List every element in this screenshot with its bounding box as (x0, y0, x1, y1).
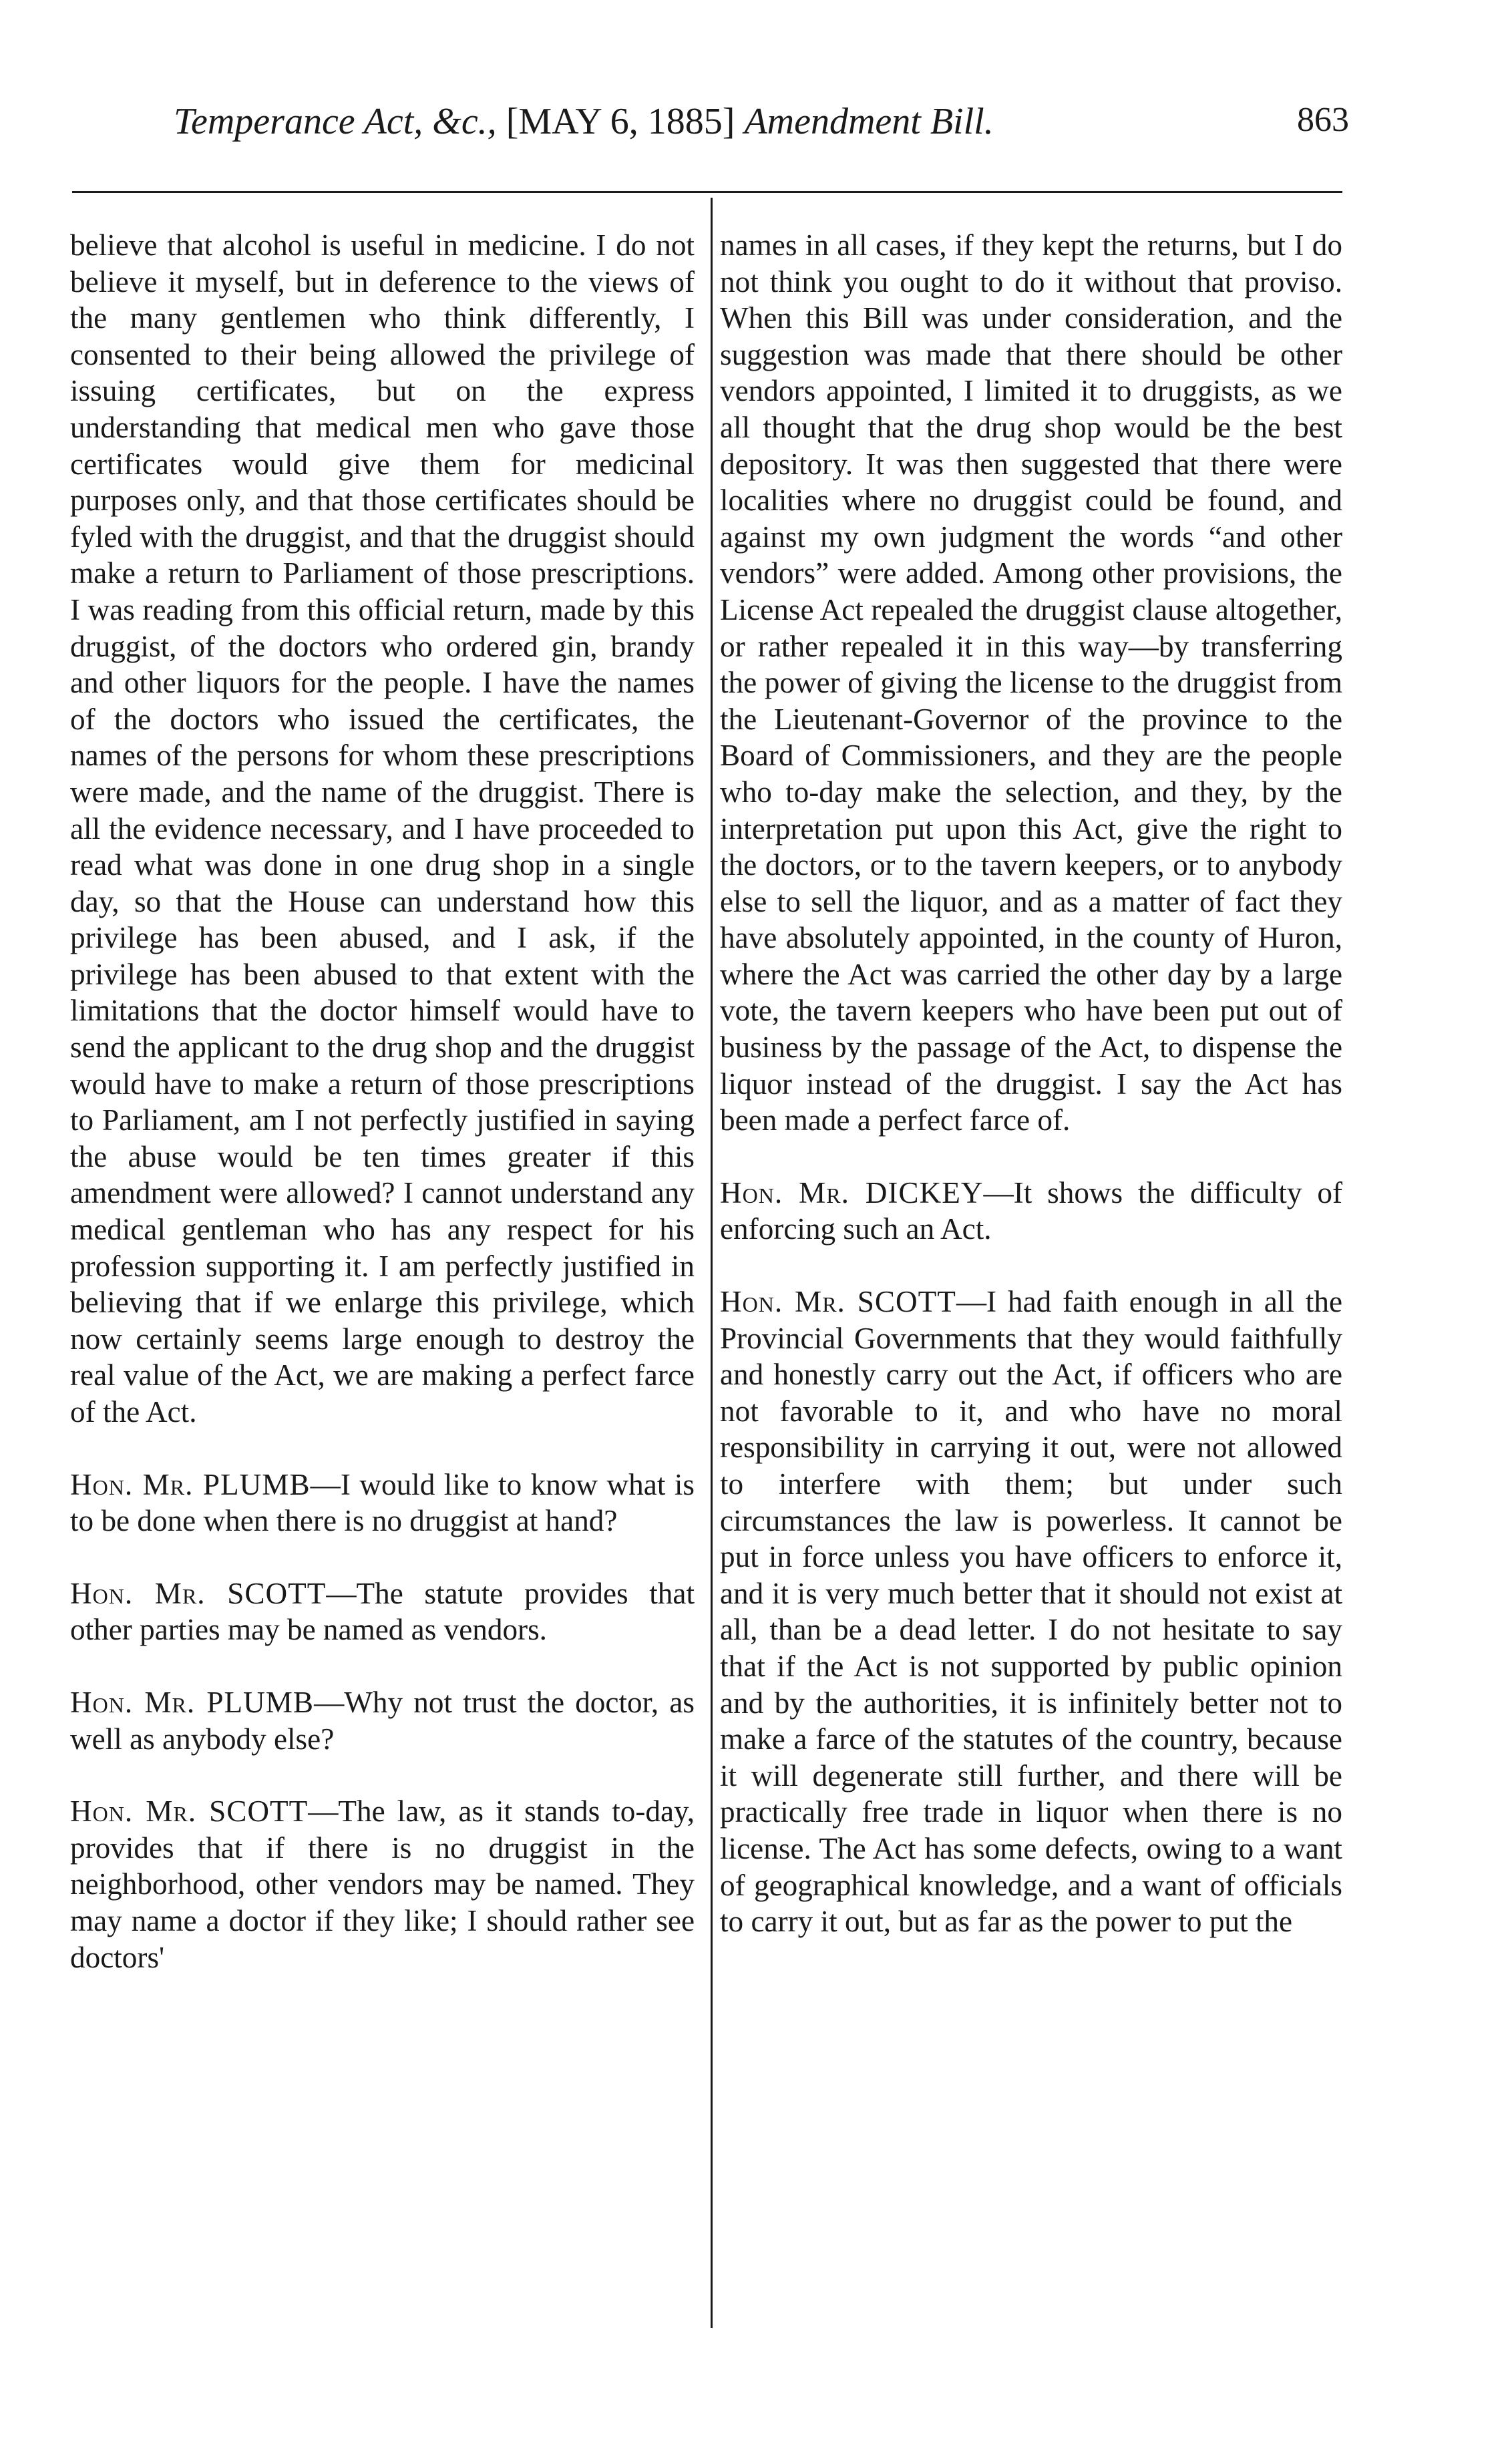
paragraph (720, 1284, 1342, 1940)
paragraph (70, 1467, 695, 1539)
paragraph-text: names in all cases, if they kept the returns, but I do not think you ought to do it without that proviso. When this Bill was under consideration, and the suggestion was made that there should be other vendors appointed, I limited it to druggists, as we all thought that the drug shop would be the best depository. It was then suggested that there were localities where no druggist could be found, and against my own judgment the words “and other vendors” were added. Among other provisions, the License Act repealed the druggist clause altogether, or rather repealed it in this way—by transferring the power of giving the license to the druggist from the Lieutenant-Governor of the province to the Board of Commissioners, and they are the people who to-day make the selection, and they, by the interpretation put upon this Act, give the right to the doctors, or to the tavern keepers, or to anybody else to sell the liquor, and as a matter of fact they have absolutely appointed, in the county of Huron, where the Act was carried the other day by a large vote, the tavern keepers who have been put out of business by the passage of the Act, to dispense the liquor instead of the druggist. I say the Act has been made a perfect farce of. (720, 228, 1342, 1137)
paragraph-text: —It shows the difficulty of enforcing such an Act. (720, 1175, 1342, 1246)
right-column (720, 227, 1342, 1940)
speaker-name: Hon. Mr. SCOTT (720, 1285, 956, 1319)
left-column (70, 227, 695, 1975)
paragraph-text: —I had faith enough in all the Provincial Governments that they would faithfully and honestly carry out the Act, if officers who are not favorable to it, and who have no moral responsibility in carrying it out, were not allowed to interfere with them; but under such circumstances the law is powerless. It cannot be put in force unless you have officers to enforce it, and it is very much better that it should not exist at all, than be a dead letter. I do not hesitate to say that if the Act is not supported by public opinion and by the authorities, it is infinitely better not to make a farce of the statutes of the country, because it will degenerate still further, and there will be practically free trade in liquor when there is no license. The Act has some defects, owing to a want of geographical knowledge, and a want of officials to carry it out, but as far as the power to put the (720, 1285, 1342, 1939)
speaker-name: Hon. Mr. SCOTT (70, 1576, 327, 1610)
paragraph-text: —I would like to know what is to be done when there is no druggist at hand? (70, 1467, 695, 1538)
header-title-right: Amendment Bill. (744, 101, 994, 142)
paragraph-text: —The statute provides that other parties may be named as vendors. (70, 1576, 695, 1647)
header-title (174, 100, 994, 143)
paragraph-text: —The law, as it stands to-day, provides that if there is no druggist in the neighborhood, other vendors may be named. They may name a doctor if they like; I should rather see doctors' (70, 1795, 695, 1974)
header-title-left: Temperance Act, &c., (174, 101, 497, 142)
paragraph (70, 227, 695, 1431)
header-rule (72, 191, 1342, 193)
speaker-name: Hon. Mr. DICKEY (720, 1175, 984, 1209)
page-number: 863 (1297, 101, 1349, 139)
speaker-name: Hon. Mr. SCOTT (70, 1795, 309, 1829)
speaker-name: Hon. Mr. PLUMB (70, 1685, 315, 1719)
header-date: [MAY 6, 1885] (506, 101, 735, 142)
paragraph (720, 1175, 1342, 1248)
column-divider (711, 198, 713, 2328)
paragraph-text: believe that alcohol is useful in medicine. I do not believe it myself, but in deference to the views of the many gentlemen who think differently, I consented to their being allowed the privilege of issuing certificates, but on the express understanding that medical men who gave those certificates would give them for medicinal purposes only, and that those certificates should be fyled with the druggist, and that the druggist should make a return to Parliament of those prescriptions. I was reading from this official return, made by this druggist, of the doctors who ordered gin, brandy and other liquors for the people. I have the names of the doctors who issued the certificates, the names of the persons for whom these prescriptions were made, and the name of the druggist. There is all the evidence necessary, and I have proceeded to read what was done in one drug shop in a single day, so that the House can understand how this privilege has been abused, and I ask, if the privilege has been abused to that extent with the limitations that the doctor himself would have to send the applicant to the drug shop and the druggist would have to make a return of those prescriptions to Parliament, am I not perfectly justified in saying the abuse would be ten times greater if this amendment were allowed? I cannot understand any medical gentleman who has any respect for his profession supporting it. I am perfectly justified in believing that if we enlarge this privilege, which now certainly seems large enough to destroy the real value of the Act, we are making a perfect farce of the Act. (70, 228, 695, 1429)
paragraph (70, 1793, 695, 1975)
running-header (174, 100, 1349, 160)
paragraph (70, 1575, 695, 1648)
speaker-name: Hon. Mr. PLUMB (70, 1467, 311, 1501)
paragraph-text: —Why not trust the doctor, as well as anybody else? (70, 1685, 695, 1756)
paragraph (720, 227, 1342, 1139)
paragraph (70, 1684, 695, 1757)
